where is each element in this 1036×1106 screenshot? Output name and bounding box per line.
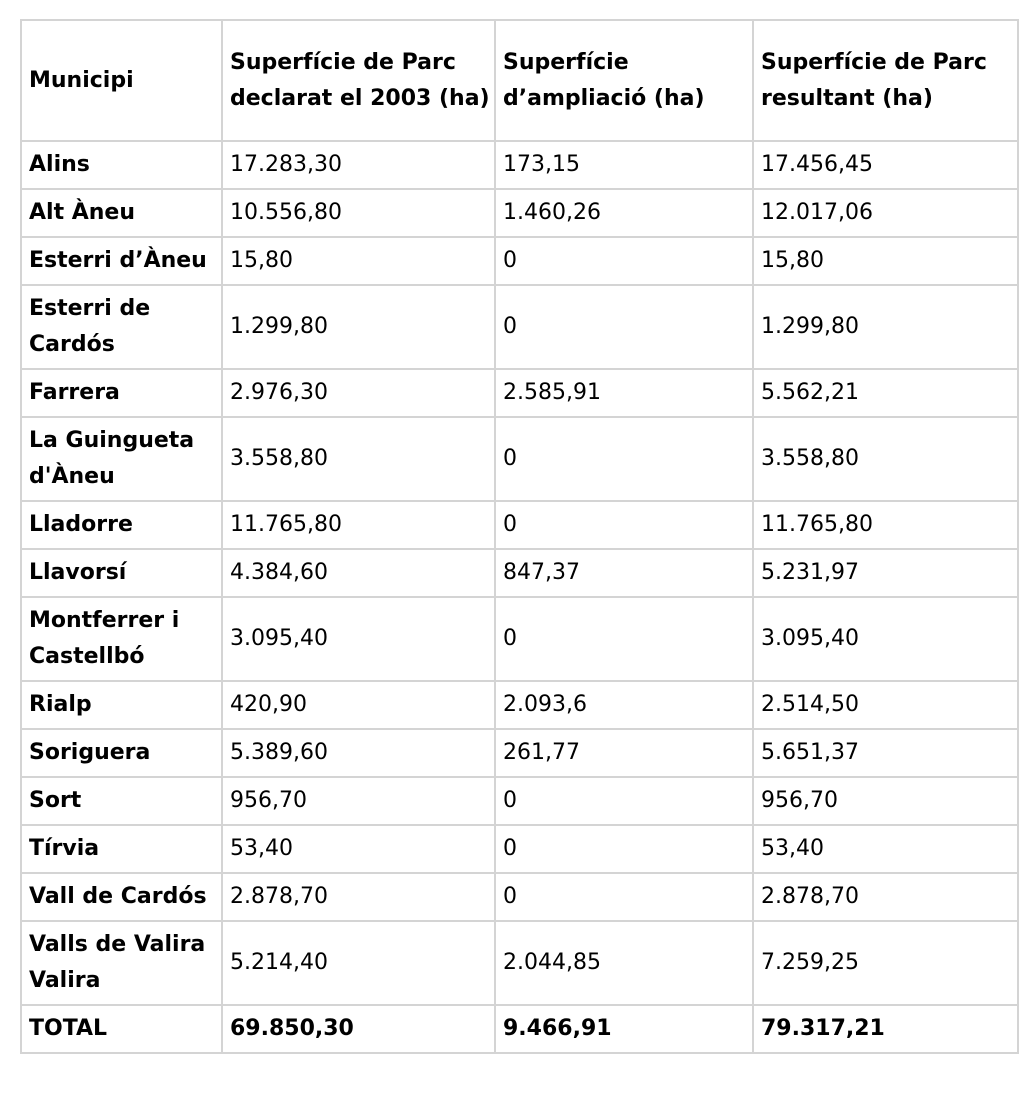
extension-area-value: 847,37: [495, 549, 753, 597]
extension-area-value: 2.093,6: [495, 681, 753, 729]
table-row: [21, 141, 1018, 189]
municipality-name: Lladorre: [21, 501, 222, 549]
declared-area-value: 17.283,30: [222, 141, 495, 189]
extension-area-value: 0: [495, 237, 753, 285]
table-row: [21, 681, 1018, 729]
extension-area-value: 0: [495, 501, 753, 549]
extension-area-value: 1.460,26: [495, 189, 753, 237]
municipality-name: Montferrer i Castellbó: [21, 597, 222, 681]
column-header-municipi: Municipi: [21, 20, 222, 141]
resulting-area-value: 11.765,80: [753, 501, 1018, 549]
table-row: [21, 777, 1018, 825]
municipality-name: Farrera: [21, 369, 222, 417]
declared-area-value: 10.556,80: [222, 189, 495, 237]
table-row: [21, 237, 1018, 285]
table-header-row: [21, 20, 1018, 141]
resulting-area-value: 5.651,37: [753, 729, 1018, 777]
resulting-area-value: 1.299,80: [753, 285, 1018, 369]
resulting-area-value: 2.514,50: [753, 681, 1018, 729]
declared-area-value: 3.558,80: [222, 417, 495, 501]
municipality-name: Vall de Cardós: [21, 873, 222, 921]
resulting-area-value: 17.456,45: [753, 141, 1018, 189]
extension-area-value: 0: [495, 873, 753, 921]
table-row: [21, 873, 1018, 921]
declared-area-value: 2.878,70: [222, 873, 495, 921]
table-total-row: [21, 1005, 1018, 1053]
declared-area-value: 15,80: [222, 237, 495, 285]
total-label: TOTAL: [21, 1005, 222, 1053]
resulting-area-value: 5.231,97: [753, 549, 1018, 597]
municipality-name: Valls de Valira Valira: [21, 921, 222, 1005]
resulting-area-value: 3.558,80: [753, 417, 1018, 501]
table-row: [21, 189, 1018, 237]
table-row: [21, 501, 1018, 549]
total-declared-area: 69.850,30: [222, 1005, 495, 1053]
resulting-area-value: 12.017,06: [753, 189, 1018, 237]
declared-area-value: 2.976,30: [222, 369, 495, 417]
extension-area-value: 173,15: [495, 141, 753, 189]
table-row: [21, 825, 1018, 873]
table-row: [21, 417, 1018, 501]
extension-area-value: 2.044,85: [495, 921, 753, 1005]
municipality-name: Alins: [21, 141, 222, 189]
table-row: [21, 729, 1018, 777]
municipality-name: Esterri de Cardós: [21, 285, 222, 369]
resulting-area-value: 7.259,25: [753, 921, 1018, 1005]
table-row: [21, 549, 1018, 597]
municipality-name: Alt Àneu: [21, 189, 222, 237]
resulting-area-value: 2.878,70: [753, 873, 1018, 921]
resulting-area-value: 956,70: [753, 777, 1018, 825]
resulting-area-value: 3.095,40: [753, 597, 1018, 681]
extension-area-value: 0: [495, 285, 753, 369]
extension-area-value: 0: [495, 777, 753, 825]
municipality-name: Esterri d’Àneu: [21, 237, 222, 285]
declared-area-value: 3.095,40: [222, 597, 495, 681]
resulting-area-value: 5.562,21: [753, 369, 1018, 417]
declared-area-value: 5.389,60: [222, 729, 495, 777]
table-row: [21, 369, 1018, 417]
total-extension-area: 9.466,91: [495, 1005, 753, 1053]
declared-area-value: 4.384,60: [222, 549, 495, 597]
resulting-area-value: 15,80: [753, 237, 1018, 285]
municipality-name: Soriguera: [21, 729, 222, 777]
park-area-table: [20, 19, 1019, 1054]
declared-area-value: 53,40: [222, 825, 495, 873]
declared-area-value: 420,90: [222, 681, 495, 729]
table-row: [21, 921, 1018, 1005]
declared-area-value: 956,70: [222, 777, 495, 825]
extension-area-value: 0: [495, 825, 753, 873]
table-row: [21, 597, 1018, 681]
declared-area-value: 5.214,40: [222, 921, 495, 1005]
column-header-extension-area: Superfície d’ampliació (ha): [495, 20, 753, 141]
extension-area-value: 0: [495, 417, 753, 501]
table-row: [21, 285, 1018, 369]
extension-area-value: 2.585,91: [495, 369, 753, 417]
municipality-name: Sort: [21, 777, 222, 825]
column-header-declared-area: Superfície de Parc declarat el 2003 (ha): [222, 20, 495, 141]
municipality-name: Llavorsí: [21, 549, 222, 597]
resulting-area-value: 53,40: [753, 825, 1018, 873]
municipality-name: Tírvia: [21, 825, 222, 873]
municipality-name: La Guingueta d'Àneu: [21, 417, 222, 501]
total-resulting-area: 79.317,21: [753, 1005, 1018, 1053]
column-header-resulting-area: Superfície de Parc resultant (ha): [753, 20, 1018, 141]
declared-area-value: 1.299,80: [222, 285, 495, 369]
extension-area-value: 0: [495, 597, 753, 681]
municipality-name: Rialp: [21, 681, 222, 729]
extension-area-value: 261,77: [495, 729, 753, 777]
declared-area-value: 11.765,80: [222, 501, 495, 549]
